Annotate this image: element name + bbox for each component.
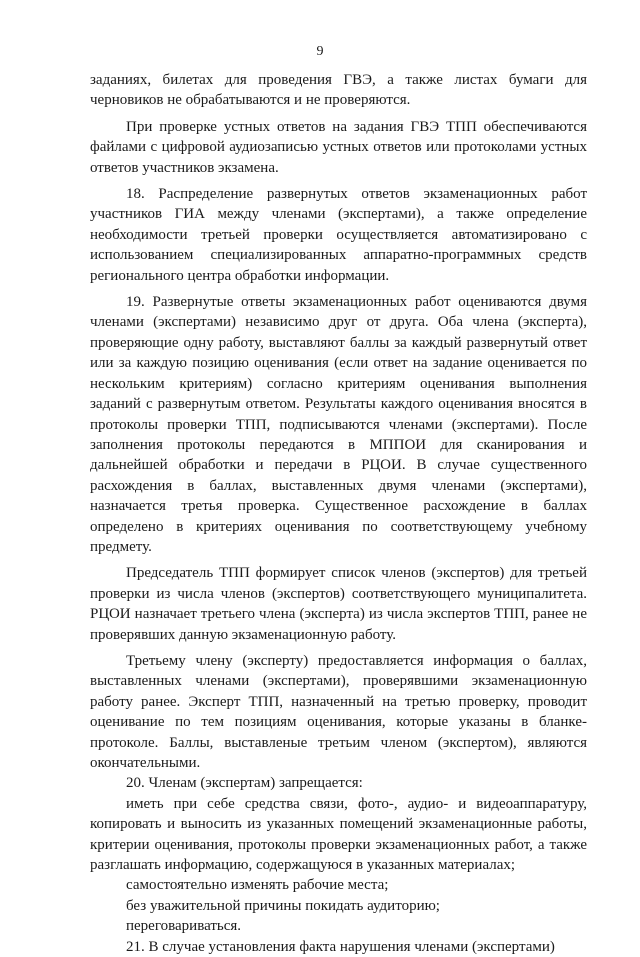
paragraph-oral-answers: При проверке устных ответов на задания ГВЭ ТПП обеспечиваются файлами с цифровой аудиозаписью устных ответов или протоколами устных ответов участников экзамена.: [90, 118, 587, 176]
paragraph-prohibition-devices: иметь при себе средства связи, фото-, аудио- и видеоаппаратуру, копировать и выносить из указанных помещений экзаменационные работы, критерии оценивания, протоколы проверки экзаменационных работ, а также разглашать информацию, содержащуюся в указанных материалах;: [90, 795, 587, 874]
paragraph-prohibition-leave: без уважительной причины покидать аудиторию;: [126, 897, 440, 914]
paragraph-third-check-list: Председатель ТПП формирует список членов (экспертов) для третьей проверки из числа членов (экспертов) соответствующего муниципалитета. РЦОИ назначает третьего члена (эксперта) из числа экспертов ТПП, ранее не проверявших данную экзаменационную работу.: [90, 565, 587, 643]
paragraph-continuation: заданиях, билетах для проведения ГВЭ, а также листах бумаги для черновиков не обрабатываются и не проверяются.: [90, 72, 587, 109]
paragraph-item-18: 18. Распределение развернутых ответов экзаменационных работ участников ГИА между членами (экспертами), а также определение необходимости третьей проверки осуществляется автоматизировано с использованием специализированных аппаратно-программных средств регионального центра обработки информации.: [90, 186, 587, 284]
page-number: 9: [316, 44, 324, 59]
paragraph-prohibition-workplace: самостоятельно изменять рабочие места;: [126, 877, 389, 894]
paragraph-item-20: 20. Членам (экспертам) запрещается:: [126, 775, 363, 792]
paragraph-item-21: 21. В случае установления факта нарушения членами (экспертами): [126, 938, 555, 955]
document-body: [90, 70, 587, 957]
paragraph-prohibition-talk: переговариваться.: [126, 918, 242, 935]
paragraph-third-expert: Третьему члену (эксперту) предоставляется информация о баллах, выставленных членами (экспертами), проверявшими экзаменационную работу ранее. Эксперт ТПП, назначенный на третью проверку, проводит оценивание по тем позициям оценивания, которые указаны в бланке-протоколе. Баллы, выставленые третьим членом (экспертом), являются окончательными.: [90, 652, 587, 771]
paragraph-item-19: 19. Развернутые ответы экзаменационных работ оцениваются двумя членами (экспертами) независимо друг от друга. Оба члена (эксперта), проверяющие одну работу, выставляют баллы за каждый развернутый ответ или за каждую позицию оценивания (если ответ на задание оценивается по нескольким критериям) согласно критериям оценивания выполнения заданий с развернутым ответом. Результаты каждого оценивания вносятся в протоколы проверки ТПП, подписываются членами (экспертами). После заполнения протоколы передаются в МППОИ для сканирования и дальнейшей обработки и передачи в РЦОИ. В случае существенного расхождения в баллах, выставленных двумя членами (экспертами), назначается третья проверка. Существенное расхождение в баллах определено в критериях оценивания по соответствующему учебному предмету.: [90, 294, 587, 555]
